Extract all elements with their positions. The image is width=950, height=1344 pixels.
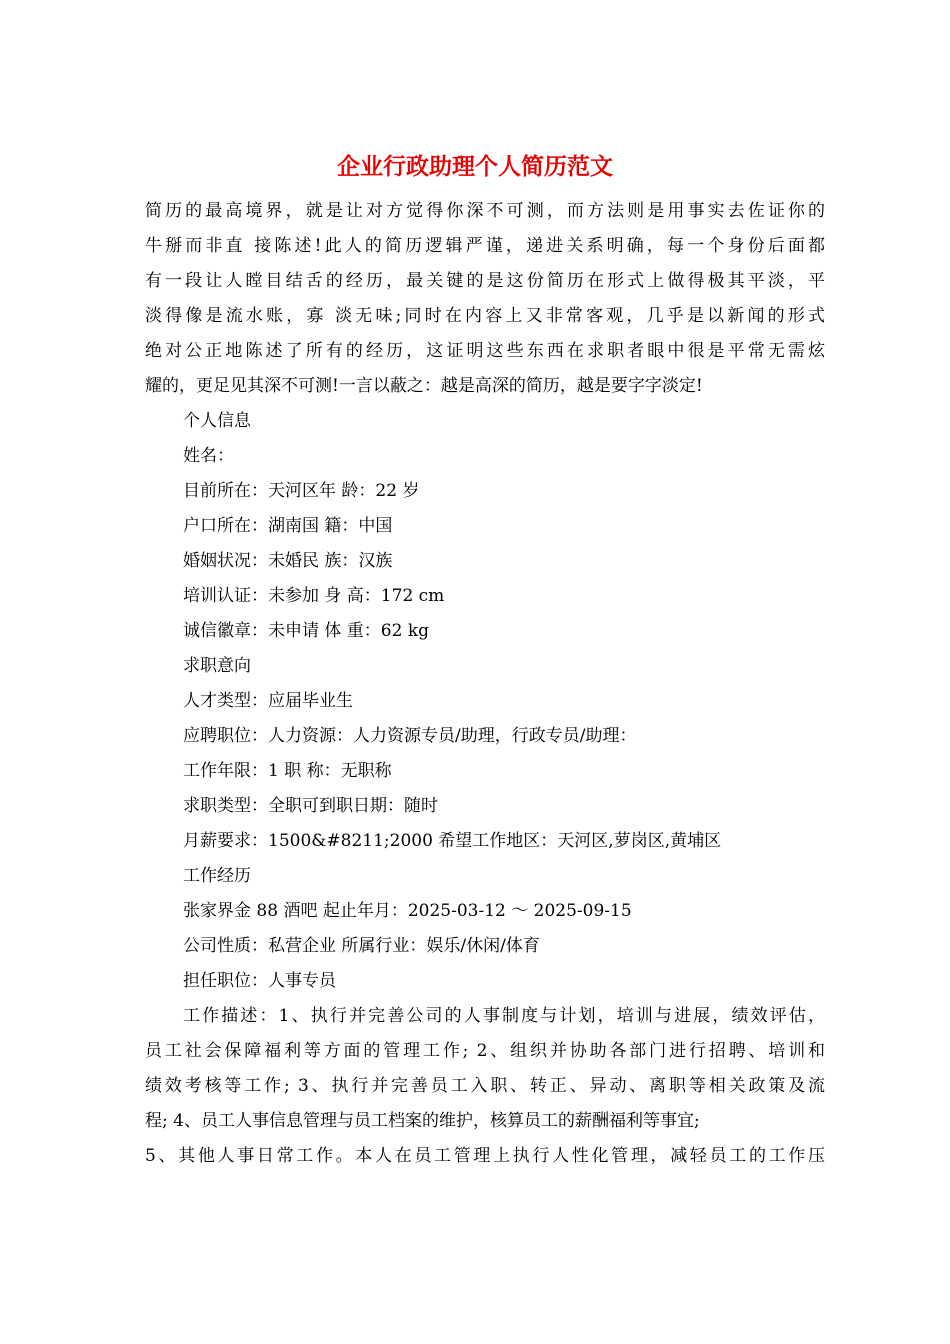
intro-line: 牛掰而非直 接陈述!此人的简历逻辑严谨，递进关系明确，每一个身份后面都 [145,236,825,256]
description-line: 程; 4、员工人事信息管理与员工档案的维护，核算员工的薪酬福利等事宜; [145,1111,700,1131]
description-line: 工作描述：1、执行并完善公司的人事制度与计划，培训与进展，绩效评估， [183,1006,825,1026]
intention-line: 人才类型：应届毕业生 [183,691,353,711]
intro-line: 有一段让人瞠目结舌的经历，最关键的是这份简历在形式上做得极其平淡，平 [145,271,825,291]
info-line: 户口所在：湖南国 籍：中国 [183,516,393,536]
info-line: 姓名： [183,446,234,466]
info-line: 婚姻状况：未婚民 族：汉族 [183,551,393,571]
intention-line: 求职类型：全职可到职日期：随时 [183,796,438,816]
intro-line: 简历的最高境界，就是让对方觉得你深不可测，而方法则是用事实去佐证你的 [145,201,825,221]
intro-line: 绝对公正地陈述了所有的经历，这证明这些东西在求职者眼中很是平常无需炫 [145,341,825,361]
description-line: 员工社会保障福利等方面的管理工作; 2、组织并协助各部门进行招聘、培训和 [145,1041,825,1061]
info-line: 培训认证：未参加 身 高：172 cm [183,586,445,606]
experience-line: 公司性质：私营企业 所属行业：娱乐/休闲/体育 [183,936,540,956]
section-heading-work-experience: 工作经历 [183,866,251,886]
intention-line: 工作年限：1 职 称：无职称 [183,761,392,781]
experience-line: 担任职位：人事专员 [183,971,336,991]
intro-line: 耀的，更足见其深不可测!一言以蔽之：越是高深的简历，越是要字字淡定! [145,376,703,396]
intention-line: 应聘职位：人力资源：人力资源专员/助理，行政专员/助理： [183,726,637,746]
info-line: 诚信徽章：未申请 体 重：62 kg [183,621,430,641]
intention-line: 月薪要求：1500&#8211;2000 希望工作地区：天河区,萝岗区,黄埔区 [183,831,722,851]
description-line: 5、其他人事日常工作。本人在员工管理上执行人性化管理，减轻员工的工作压 [145,1146,825,1166]
info-line: 目前所在：天河区年 龄：22 岁 [183,481,420,501]
experience-line: 张家界金 88 酒吧 起止年月：2025-03-12 ～ 2025-09-15 [183,901,632,921]
description-line: 绩效考核等工作; 3、执行并完善员工入职、转正、异动、离职等相关政策及流 [145,1076,825,1096]
section-heading-personal-info: 个人信息 [183,411,251,431]
section-heading-job-intention: 求职意向 [183,656,251,676]
intro-line: 淡得像是流水账，寡 淡无味;同时在内容上又非常客观，几乎是以新闻的形式 [145,306,825,326]
document-title: 企业行政助理个人简历范文 [337,153,613,180]
